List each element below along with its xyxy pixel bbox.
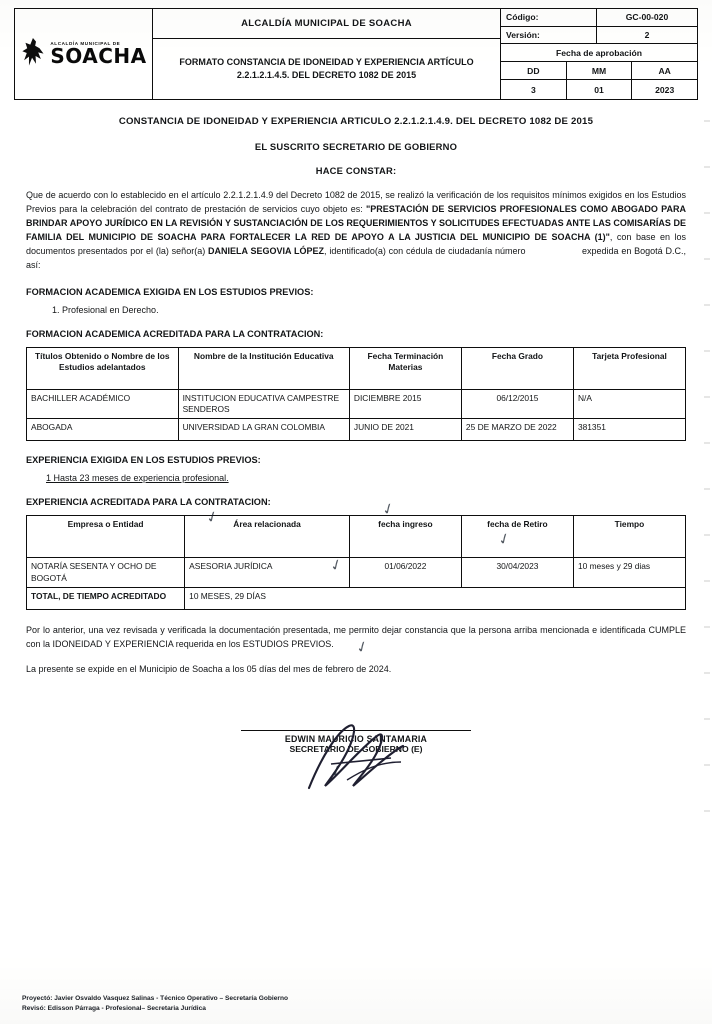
academic-col-tarjeta: Tarjeta Profesional [573,347,685,389]
experience-total-label: TOTAL, DE TIEMPO ACREDITADO [27,588,185,610]
header-format-name [153,39,500,99]
header-meta-cell [501,9,697,99]
header-entity-name: ALCALDÍA MUNICIPAL DE SOACHA [153,9,500,39]
date-values-row [501,80,697,99]
handwritten-check-mark: ✓ [353,636,372,658]
handwritten-check-mark: ✓ [327,554,346,576]
experience-total-value: 10 MESES, 29 DÍAS [185,588,686,610]
scan-edge-marks [704,120,710,820]
academic-cell-tarjeta: N/A [573,389,685,419]
experience-table [26,515,686,610]
experience-cell-area: ASESORIA JURÍDICA [185,558,350,588]
section-formacion-exigida: FORMACION ACADEMICA EXIGIDA EN LOS ESTUDIOS PREVIOS: [26,286,314,297]
handwritten-check-mark: ✓ [495,528,514,550]
academic-cell-fecha-grado: 06/12/2015 [461,389,573,419]
experience-col-tiempo: Tiempo [573,516,685,558]
closing-paragraph: Por lo anterior, una vez revisada y verificada la documentación presentada, me permito dejar constancia que la persona arriba mencionada e identificada CUMPLE con la IDONEIDAD Y EXPERIENCIA requerida en los ESTUDIOS PREVIOS. [26,625,686,649]
fecha-aprobacion-label: Fecha de aprobación [501,44,697,62]
handwritten-check-mark: ✓ [379,498,398,520]
closing-date-line: La presente se expide en el Municipio de Soacha a los 05 días del mes de febrero de 2024. [26,663,392,674]
paragraph-part-a: Que de acuerdo con lo establecido en el artículo 2.2.1.2.1.4.9 del Decreto 1082 de 2015, se realizó la verificación de los requisitos mínimos exigidos en los Estudios Previos para la celebración del contrato de prestación de servicios cuyo objeto es: [26,190,686,214]
table-row-total [27,588,686,610]
table-row [27,389,686,419]
logo-subtitle: ALCALDÍA MUNICIPAL DE [50,40,121,46]
handwritten-check-mark: ✓ [327,760,346,782]
header-codigo-row [501,9,697,27]
academic-cell-titulo: BACHILLER ACADÉMICO [27,389,179,419]
experience-cell-empresa: NOTARÍA SESENTA Y OCHO DE BOGOTÁ [27,558,185,588]
section-formacion-acreditada: FORMACION ACADEMICA ACREDITADA PARA LA CONTRATACION: [26,328,324,339]
experiencia-exigida-item: 1 Hasta 23 meses de experiencia profesional. [46,473,229,484]
paragraph-part-b: , con base en los documentos presentados por el (la) señor(a) [26,231,686,256]
header-version-row [501,27,697,45]
experience-col-area: Área relacionada [185,516,350,558]
academic-col-institucion: Nombre de la Institución Educativa [178,347,349,389]
academic-cell-titulo: ABOGADA [27,419,179,441]
hace-constar-line: HACE CONSTAR: [315,165,397,176]
academic-cell-tarjeta: 381351 [573,419,685,441]
paragraph-part-c: , identificado(a) con cédula de ciudadanía número [324,245,526,256]
subscriber-line: EL SUSCRITO SECRETARIO DE GOBIERNO [254,141,458,152]
date-value-dd: 3 [501,80,567,99]
table-row [27,558,686,588]
main-paragraph [26,189,686,273]
bird-crest-icon [20,34,46,74]
experience-cell-retiro: 30/04/2023 [461,558,573,588]
formacion-exigida-item: 1. Profesional en Derecho. [52,304,159,315]
table-row [27,419,686,441]
document-header-table [14,8,698,100]
date-header-dd: DD [501,62,567,80]
document-body [26,100,686,810]
experience-cell-ingreso: 01/06/2022 [349,558,461,588]
footer-line-2: Revisó: Edisson Párraga - Profesional– Secretaria Jurídica [22,1005,206,1013]
paragraph-part-d: expedida en Bogotá D.C., así: [26,245,686,270]
date-value-aa: 2023 [655,84,675,95]
section-experiencia-exigida: EXPERIENCIA EXIGIDA EN LOS ESTUDIOS PREVIOS: [26,455,261,466]
footer-line-1: Proyectó: Javier Osvaldo Vasquez Salinas - Técnico Operativo – Secretaría Gobierno [22,995,289,1003]
academic-cell-fecha-terminacion: DICIEMBRE 2015 [349,389,461,419]
contract-object: "PRESTACIÓN DE SERVICIOS PROFESIONALES COMO ABOGADO PARA BRINDAR APOYO JURÍDICO EN LA REVISIÓN Y SUSTANCIACIÓN DE LOS REQUERIMIENTOS Y SOLICITUDES EFECTUADAS ANTE LAS COMISARÍAS DE FAMILIA DEL MUNICIPIO DE SOACHA PARA FORTALECER LA RED DE APOYO A LA JUSTICIA DEL MUNICIPIO DE SOACHA (1)" [26,203,686,242]
version-label: Versión: [501,27,597,44]
experience-col-ingreso: fecha ingreso [349,516,461,558]
section-experiencia-acreditada: EXPERIENCIA ACREDITADA PARA LA CONTRATACION: [26,497,271,508]
academic-col-titulo: Títulos Obtenido o Nombre de los Estudios adelantados [27,347,179,389]
date-header-aa: AA [658,65,671,76]
header-format-line1: FORMATO CONSTANCIA DE IDONEIDAD Y EXPERIENCIA ARTÍCULO [179,56,474,67]
header-format-line2: 2.2.1.2.1.4.5. DEL DECRETO 1082 DE 2015 [236,70,417,80]
codigo-label: Código: [501,9,597,26]
date-headers-row [501,62,697,81]
codigo-value: GC-00-020 [625,12,669,23]
academic-col-fecha-grado: Fecha Grado [461,347,573,389]
signer-name: EDWIN MAURICIO SANTAMARIA [284,733,428,744]
signer-role: SECRETARIO DE GOBIERNO (E) [289,743,423,754]
academic-cell-institucion: UNIVERSIDAD LA GRAN COLOMBIA [178,419,349,441]
experience-col-retiro: fecha de Retiro [461,516,573,558]
header-center-cell [153,9,501,99]
contractor-name: DANIELA SEGOVIA LÓPEZ [208,245,324,256]
signature-block [26,730,686,810]
academic-table [26,347,686,442]
handwritten-signature [251,718,461,796]
experience-cell-tiempo: 10 meses y 29 dias [573,558,685,588]
experience-table-header-row [27,516,686,558]
logo-title: SOACHA [50,44,147,69]
version-value: 2 [644,29,650,40]
handwritten-check-mark: ✓ [203,506,222,528]
experience-col-empresa: Empresa o Entidad [27,516,185,558]
academic-cell-fecha-grado: 25 DE MARZO DE 2022 [461,419,573,441]
document-footer [22,994,288,1014]
academic-col-fecha-terminacion: Fecha Terminación Materias [349,347,461,389]
date-value-mm: 01 [567,80,633,99]
academic-table-header-row [27,347,686,389]
academic-cell-institucion: INSTITUCION EDUCATIVA CAMPESTRE SENDEROS [178,389,349,419]
header-logo-cell [15,9,153,99]
academic-cell-fecha-terminacion: JUNIO DE 2021 [349,419,461,441]
date-header-mm: MM [567,62,633,80]
document-title: CONSTANCIA DE IDONEIDAD Y EXPERIENCIA ARTICULO 2.2.1.2.1.4.9. DEL DECRETO 1082 DE 2015 [118,116,594,127]
